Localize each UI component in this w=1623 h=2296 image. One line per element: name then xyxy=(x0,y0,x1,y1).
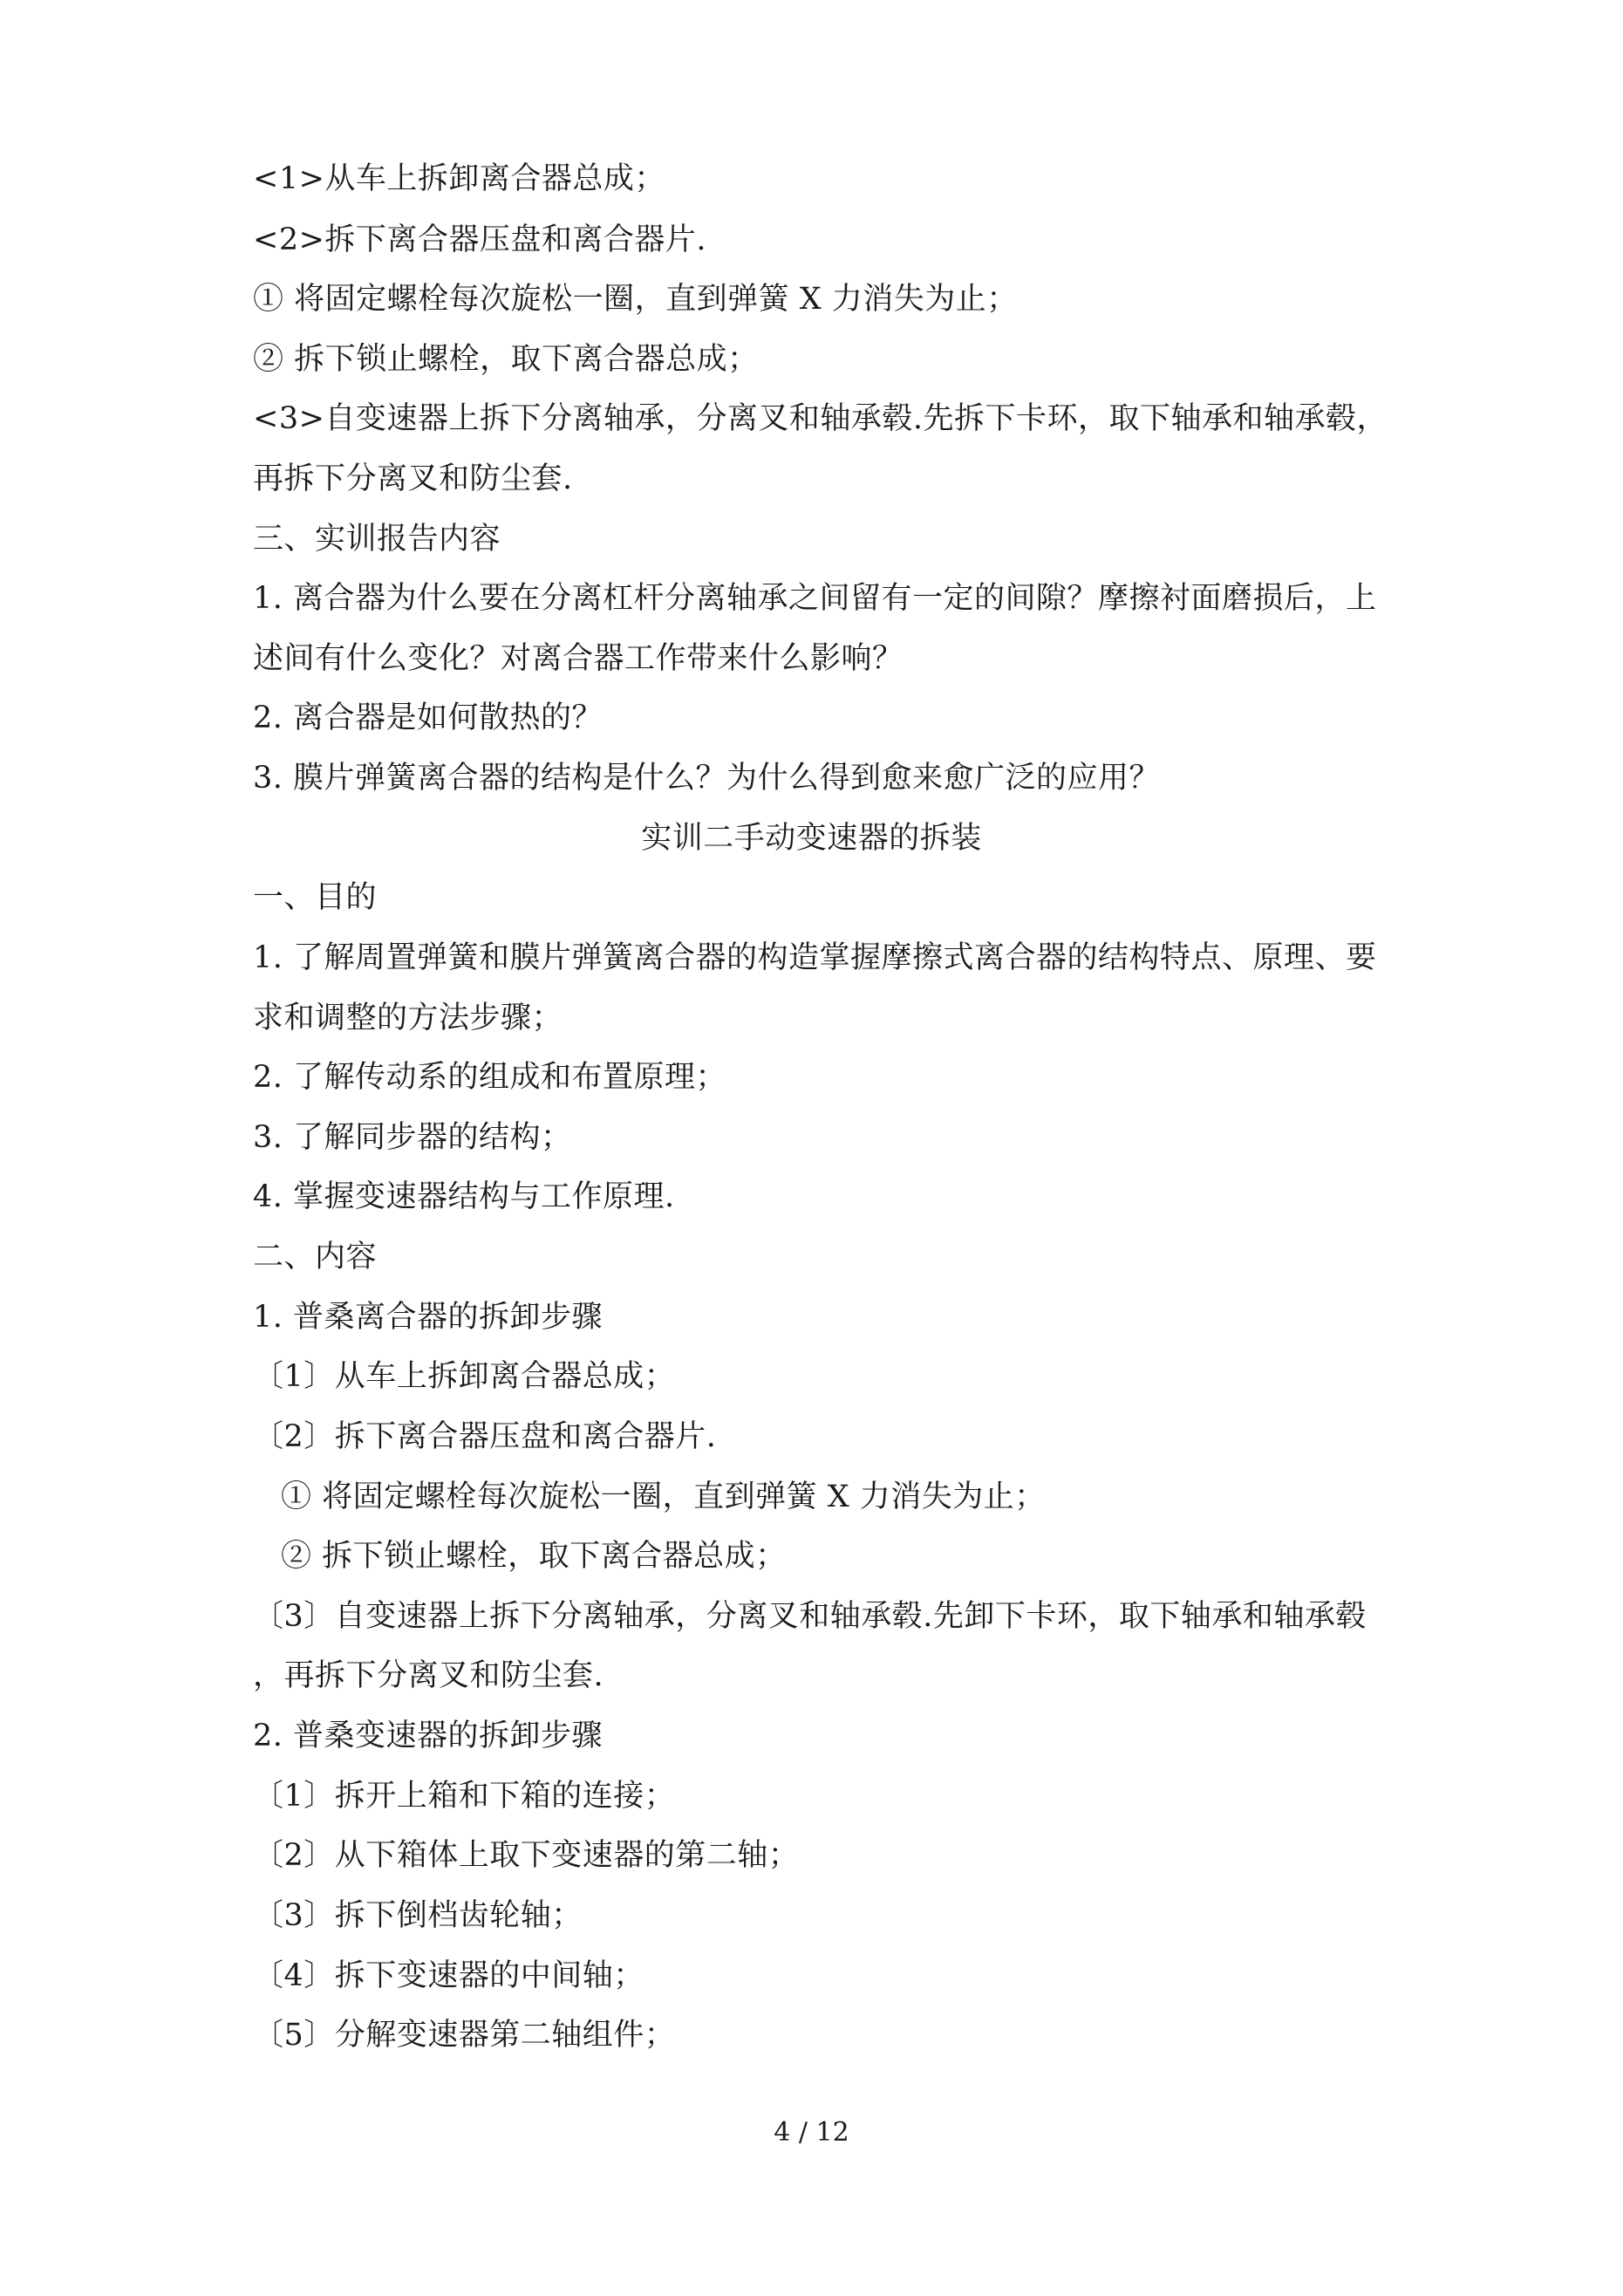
section-heading-report: 三、实训报告内容 xyxy=(253,522,501,557)
purpose-item-4: 4. 掌握变速器结构与工作原理. xyxy=(253,1179,675,1214)
content-substep-2: ② 拆下锁止螺栓，取下离合器总成； xyxy=(281,1539,787,1574)
content-step-3-continued: ，再拆下分离叉和防尘套. xyxy=(253,1658,604,1693)
report-question-1-continued: 述间有什么变化？对离合器工作带来什么影响？ xyxy=(253,641,904,676)
purpose-item-2: 2. 了解传动系的组成和布置原理； xyxy=(253,1060,727,1095)
step-1-remove-clutch-assembly: <1>从车上拆卸离合器总成； xyxy=(253,161,665,196)
step-3-continued: 再拆下分离叉和防尘套. xyxy=(253,461,573,496)
content-item-2-heading: 2. 普桑变速器的拆卸步骤 xyxy=(253,1719,604,1753)
gearbox-step-4: 〔4〕拆下变速器的中间轴； xyxy=(253,1958,644,1993)
content-step-2: 〔2〕拆下离合器压盘和离合器片. xyxy=(253,1419,717,1454)
content-step-3: 〔3〕自变速器上拆下分离轴承，分离叉和轴承毂.先卸下卡环，取下轴承和轴承毂 xyxy=(253,1599,1367,1634)
gearbox-step-5: 〔5〕分解变速器第二轴组件； xyxy=(253,2018,676,2053)
step-2-remove-pressure-plate: <2>拆下离合器压盘和离合器片. xyxy=(253,222,707,257)
chapter-title: 实训二手动变速器的拆装 xyxy=(641,821,982,856)
report-question-3: 3. 膜片弹簧离合器的结构是什么？为什么得到愈来愈广泛的应用？ xyxy=(253,761,1161,796)
page-number: 4 / 12 xyxy=(774,2117,849,2148)
section-heading-purpose: 一、目的 xyxy=(253,880,378,915)
purpose-item-1-continued: 求和调整的方法步骤； xyxy=(253,1001,563,1035)
substep-2-remove-lock-bolt: ② 拆下锁止螺栓，取下离合器总成； xyxy=(253,342,759,377)
report-question-2: 2. 离合器是如何散热的？ xyxy=(253,700,604,735)
section-heading-content: 二、内容 xyxy=(253,1240,378,1274)
purpose-item-3: 3. 了解同步器的结构； xyxy=(253,1120,572,1155)
gearbox-step-1: 〔1〕拆开上箱和下箱的连接； xyxy=(253,1779,676,1814)
purpose-item-1: 1. 了解周置弹簧和膜片弹簧离合器的构造掌握摩擦式离合器的结构特点、原理、要 xyxy=(253,940,1377,975)
content-substep-1: ① 将固定螺栓每次旋松一圈，直到弹簧 X 力消失为止； xyxy=(281,1479,1046,1514)
content-item-1-heading: 1. 普桑离合器的拆卸步骤 xyxy=(253,1300,604,1335)
gearbox-step-2: 〔2〕从下箱体上取下变速器的第二轴； xyxy=(253,1838,800,1873)
step-3-remove-release-bearing: <3>自变速器上拆下分离轴承，分离叉和轴承毂.先拆下卡环，取下轴承和轴承毂， xyxy=(253,401,1388,436)
content-step-1: 〔1〕从车上拆卸离合器总成； xyxy=(253,1359,676,1394)
report-question-1: 1. 离合器为什么要在分离杠杆分离轴承之间留有一定的间隙？摩擦衬面磨损后，上 xyxy=(253,581,1377,616)
substep-1-loosen-bolts: ① 将固定螺栓每次旋松一圈，直到弹簧 X 力消失为止； xyxy=(253,282,1018,317)
gearbox-step-3: 〔3〕拆下倒档齿轮轴； xyxy=(253,1898,583,1933)
